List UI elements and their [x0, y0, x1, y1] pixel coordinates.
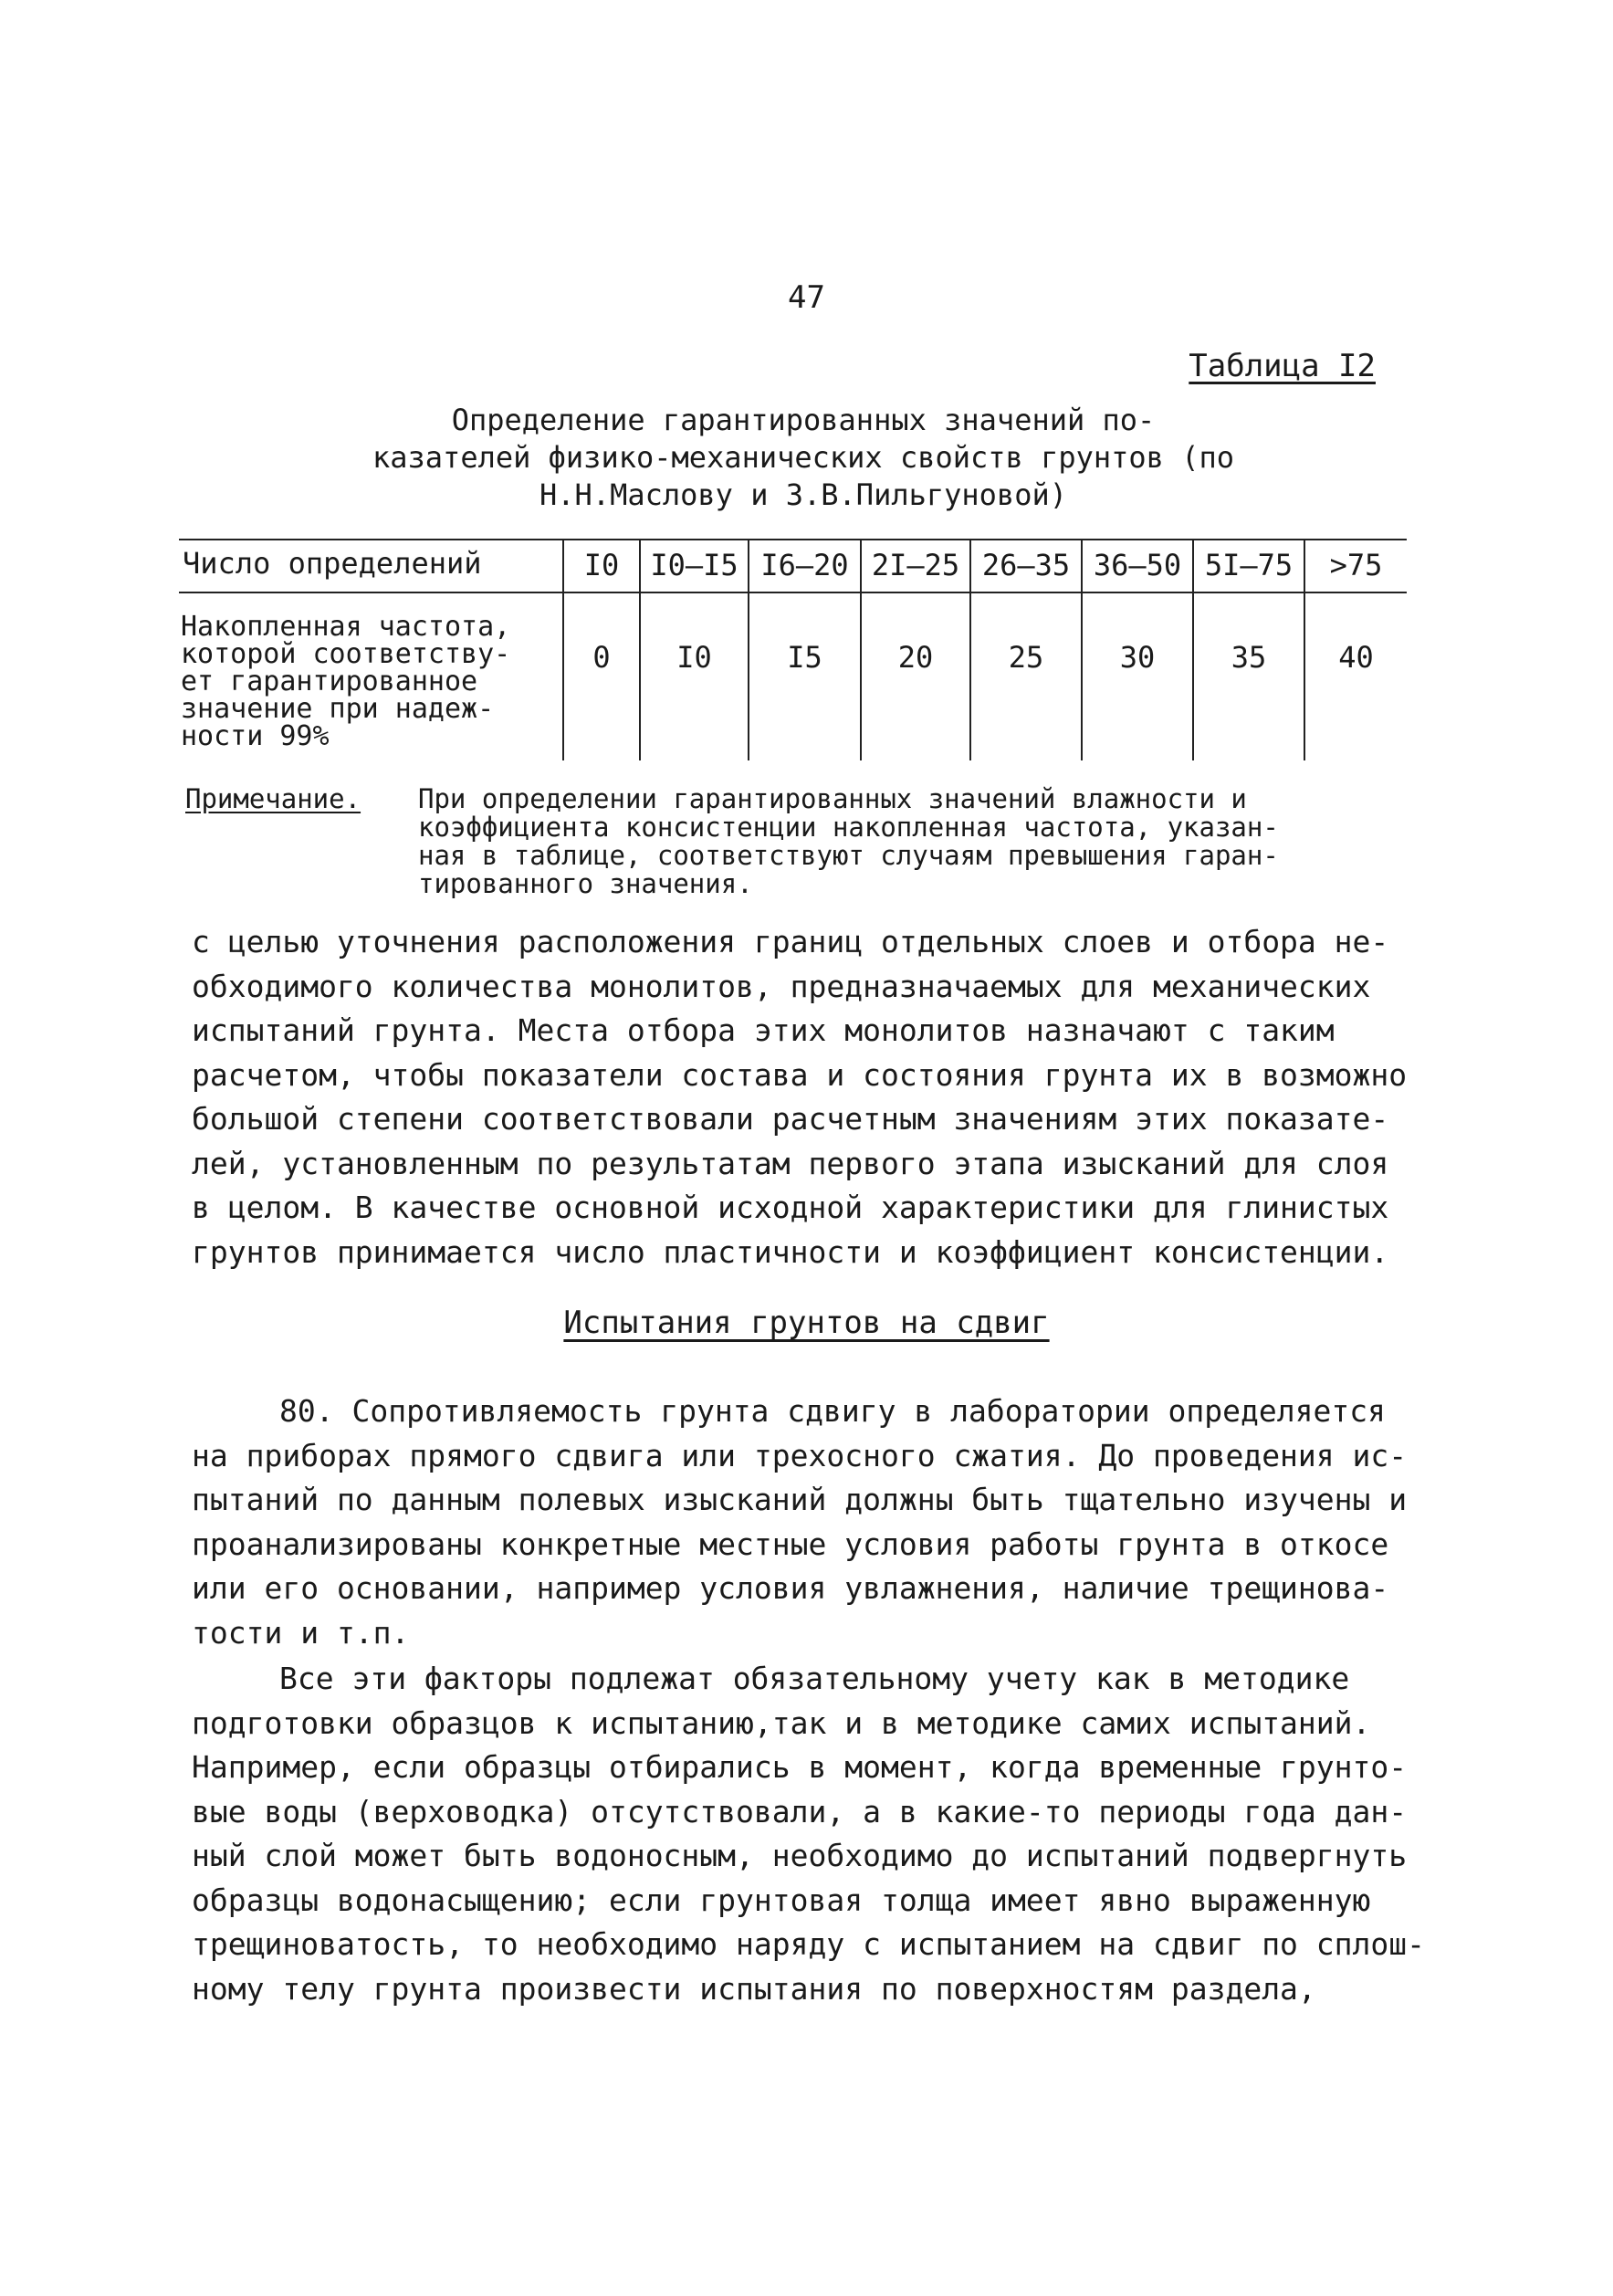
table-value-cell: 30 — [1119, 640, 1156, 675]
body-paragraph — [192, 920, 1415, 1274]
text-line: лей, установленным по результатам первого этапа изысканий для слоя — [192, 1145, 1389, 1181]
text-line: или его основании, например условия увлажнения, наличие трещинова- — [192, 1570, 1389, 1606]
note-line: тированного значения. — [418, 868, 753, 899]
table-header-cell: 26–35 — [981, 548, 1071, 582]
table-row-label-line: которой соответству- — [181, 638, 511, 670]
text-line: испытаний грунта. Места отбора этих монолитов назначают с таким — [192, 1012, 1335, 1048]
table-value-cell: 35 — [1231, 640, 1267, 675]
table-value-cell: 0 — [592, 640, 611, 675]
table-value-cell: I5 — [787, 640, 822, 675]
note-body — [418, 785, 1413, 898]
text-line: большой степени соответствовали расчетным значениям этих показате- — [192, 1101, 1389, 1137]
table-caption: Таблица I2 — [1189, 348, 1376, 384]
table-row-label-line: Накопленная частота, — [181, 611, 511, 643]
text-line: пытаний по данным полевых изысканий должны быть тщательно изучены и — [192, 1482, 1408, 1517]
text-line: в целом. В качестве основной исходной характеристики для глинистых — [192, 1190, 1389, 1225]
text-line: вые воды (верховодка) отсутствовали, а в какие-то периоды года дан- — [192, 1793, 1408, 1829]
text-line: грунтов принимается число пластичности и коэффициент консистенции. — [192, 1233, 1389, 1270]
table-row-label-line: значение при надеж- — [181, 693, 495, 725]
page-number: 47 — [788, 279, 825, 316]
table-rule-header — [179, 592, 1407, 593]
note-label: Примечание. — [185, 783, 361, 814]
text-line: подготовки образцов к испытанию,так и в методике самих испытаний. — [192, 1704, 1371, 1741]
table-title-line: Н.Н.Маслову и З.В.Пильгуновой) — [539, 477, 1067, 512]
body-paragraph — [192, 1657, 1426, 2011]
data-table — [179, 539, 1407, 760]
table-header-cell: 36–50 — [1093, 548, 1182, 582]
note-line: ная в таблице, соответствуют случаям превышения гаран- — [418, 840, 1279, 871]
text-line: расчетом, чтобы показатели состава и состояния грунта их в возможно — [192, 1056, 1408, 1093]
text-line: на приборах прямого сдвига или трехосного сжатия. До проведения ис- — [192, 1437, 1408, 1473]
table-row-label-line: ности 99% — [181, 720, 330, 752]
section-heading: Испытания грунтов на сдвиг — [563, 1305, 1050, 1341]
table-value-cell: 40 — [1338, 640, 1374, 675]
text-line: обходимого количества монолитов, предназначаемых для механических — [192, 968, 1371, 1004]
table-value-cell: I0 — [676, 640, 712, 675]
text-line: тости и т.п. — [192, 1614, 410, 1651]
table-title-line: казателей физико-механических свойств грунтов (по — [372, 440, 1234, 475]
table-header-label: Число определений — [183, 546, 482, 581]
table-row-label-line: ет гарантированное — [181, 666, 478, 697]
note-line: коэффициента консистенции накопленная частота, указан- — [418, 812, 1279, 843]
table-header-cell: I0 — [583, 548, 620, 582]
table-header-cell: 5I–75 — [1204, 548, 1294, 582]
table-value-cell: 20 — [897, 640, 934, 675]
table-header-cell: I6–20 — [760, 548, 849, 582]
table-value-cell: 25 — [1008, 640, 1044, 675]
text-line: ному телу грунта произвести испытания по поверхностям раздела, — [192, 1970, 1316, 2007]
note-line: При определении гарантированных значений влажности и — [418, 783, 1247, 814]
table-title-line: Определение гарантированных значений по- — [451, 403, 1156, 437]
table-header-cell: I0–I5 — [650, 548, 738, 582]
text-line: ный слой может быть водоносным, необходимо до испытаний подвергнуть — [192, 1838, 1408, 1873]
text-line: проанализированы конкретные местные условия работы грунта в откосе — [192, 1525, 1389, 1562]
text-line: трещиноватость, то необходимо наряду с испытанием на сдвиг по сплош- — [192, 1926, 1426, 1962]
table-header-cell: >75 — [1329, 548, 1383, 582]
text-line: Например, если образцы отбирались в момент, когда временные грунто- — [192, 1749, 1408, 1785]
table-row-label — [181, 613, 510, 750]
text-line: образцы водонасыщению; если грунтовая толща имеет явно выраженную — [192, 1882, 1371, 1918]
table-header-cell: 2I–25 — [871, 548, 960, 582]
text-line: с целью уточнения расположения границ отдельных слоев и отбора не- — [192, 924, 1389, 959]
text-line: Все эти факторы подлежат обязательному учету как в методике — [279, 1661, 1350, 1696]
text-line: 80. Сопротивляемость грунта сдвигу в лаборатории определяется — [279, 1393, 1386, 1429]
table-title — [274, 402, 1333, 514]
body-paragraph — [192, 1389, 1415, 1655]
